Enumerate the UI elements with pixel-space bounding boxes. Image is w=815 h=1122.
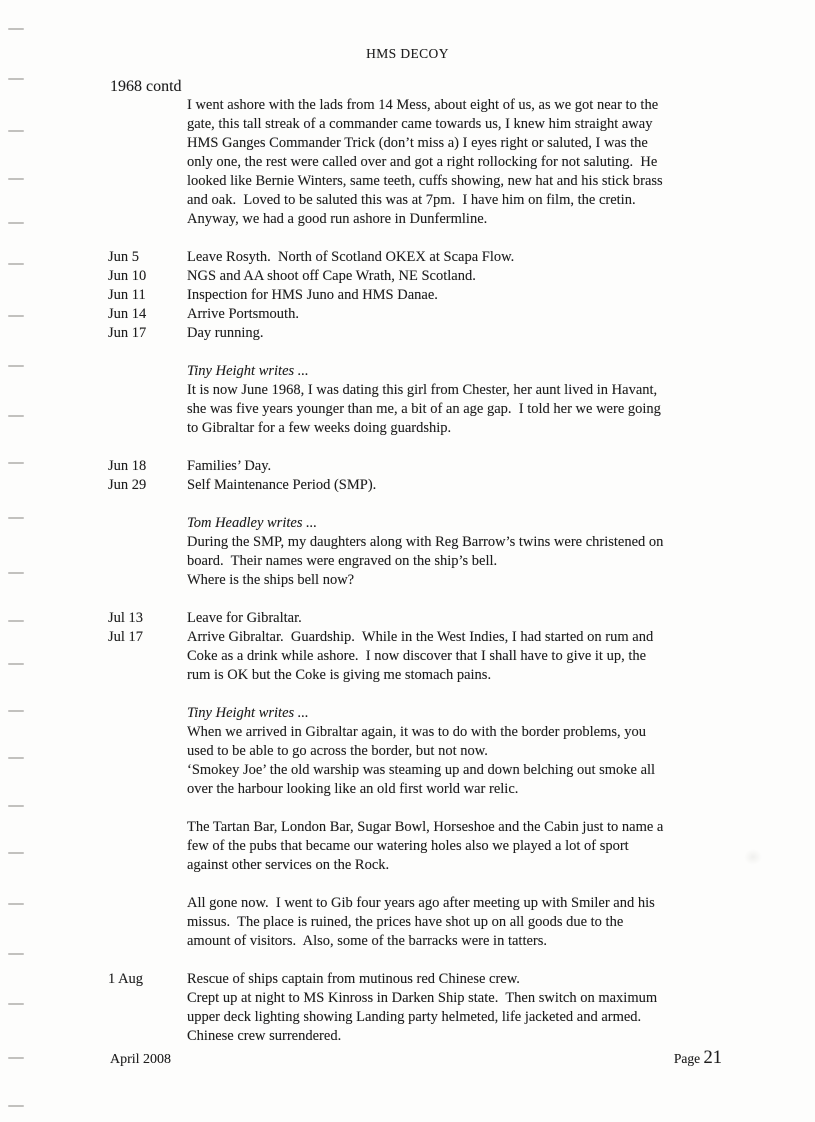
text-line: It is now June 1968, I was dating this girl from Chester, her aunt lived in Havant, [187,382,658,398]
binding-mark [8,805,24,807]
text-line: only one, the rest were called over and got a right rollocking for not saluting. He [187,154,658,170]
journal-entry [110,514,735,590]
text-line: I went ashore with the lads from 14 Mess, about eight of us, as we got near to the [187,97,659,113]
text-line: Arrive Portsmouth. [187,306,299,322]
text-line: upper deck lighting showing Landing party helmeted, life jacketed and armed. [187,1009,642,1025]
text-line: Rescue of ships captain from mutinous red Chinese crew. [187,971,520,987]
binding-mark [8,1003,24,1005]
content-block [110,818,735,875]
binding-mark [8,1105,24,1107]
text-line: looked like Bernie Winters, same teeth, cuffs showing, new hat and his stick brass [187,173,663,189]
text-line: Arrive Gibraltar. Guardship. While in the West Indies, I had started on rum and [187,629,654,645]
binding-mark [8,663,24,665]
text-line: gate, this tall streak of a commander came towards us, I knew him straight away [187,116,653,132]
text-line: Crept up at night to MS Kinross in Darken Ship state. Then switch on maximum [187,990,658,1006]
binding-mark [8,222,24,224]
binding-mark [8,178,24,180]
text-line: and oak. Loved to be saluted this was at 7pm. I have him on film, the cretin. [187,192,636,208]
binding-mark [8,315,24,317]
text-line: HMS Ganges Commander Trick (don’t miss a) I eyes right or saluted, I was the [187,135,648,151]
entry-date: Jun 10 [108,268,147,284]
entry-body [187,628,735,685]
text-line: Leave Rosyth. North of Scotland OKEX at Scapa Flow. [187,249,515,265]
journal-entry [110,894,735,951]
journal-entry [110,305,735,324]
binding-mark [8,757,24,759]
entry-date: Jul 17 [108,629,144,645]
entry-body [187,970,735,1046]
page-header-title: HMS DECOY [366,46,449,61]
footer-date: April 2008 [110,1052,172,1067]
entry-body [187,286,735,305]
binding-mark [8,1057,24,1059]
content-block [110,362,735,438]
entry-body [187,267,735,286]
writer-attribution: Tiny Height writes ... [187,705,309,721]
content-block [110,248,735,343]
text-line: to Gibraltar for a few weeks doing guardship. [187,420,452,436]
text-line: Self Maintenance Period (SMP). [187,477,377,493]
entry-body [187,704,735,799]
text-line: The Tartan Bar, London Bar, Sugar Bowl, Horseshoe and the Cabin just to name a [187,819,664,835]
entry-body [187,476,735,495]
writer-attribution: Tom Headley writes ... [187,515,317,531]
journal-entry [110,248,735,267]
page-content [110,77,735,1046]
text-line: Chinese crew surrendered. [187,1028,342,1044]
entry-date: Jul 13 [108,610,144,626]
journal-entry [110,609,735,628]
binding-mark [8,517,24,519]
content-block [110,894,735,951]
text-line: board. Their names were engraved on the ship’s bell. [187,553,498,569]
text-line: used to be able to go across the border, but not now. [187,743,488,759]
journal-entry [110,628,735,685]
entry-date: Jun 14 [108,306,147,322]
text-line: Day running. [187,325,264,341]
text-line: Coke as a drink while ashore. I now discover that I shall have to give it up, the [187,648,647,664]
text-line: missus. The place is ruined, the prices have shot up on all goods due to the [187,914,624,930]
entry-date: Jun 5 [108,249,140,265]
text-line: rum is OK but the Coke is giving me stomach pains. [187,667,492,683]
entry-body [187,248,735,267]
entry-body [187,96,735,229]
text-line: Leave for Gibraltar. [187,610,302,626]
entry-body [187,305,735,324]
journal-entry [110,286,735,305]
text-line: Families’ Day. [187,458,272,474]
content-block [110,704,735,799]
binding-mark [8,953,24,955]
text-line: Where is the ships bell now? [187,572,355,588]
entry-body [187,609,735,628]
journal-entry [110,267,735,286]
binding-mark [8,365,24,367]
text-line: ‘Smokey Joe’ the old warship was steaming up and down belching out smoke all [187,762,656,778]
text-line: Inspection for HMS Juno and HMS Danae. [187,287,438,303]
journal-entry [110,362,735,438]
binding-mark [8,263,24,265]
content-blocks [110,96,735,1046]
footer-page-number: 21 [703,1048,722,1068]
binding-mark [8,572,24,574]
scan-smudge-artifact [744,849,762,865]
entry-body [187,818,735,875]
entry-date: Jun 18 [108,458,147,474]
journal-entry [110,96,735,229]
text-line: over the harbour looking like an old first world war relic. [187,781,519,797]
binding-mark [8,130,24,132]
entry-body [187,457,735,476]
content-block [110,457,735,495]
writer-attribution: Tiny Height writes ... [187,363,309,379]
text-line: All gone now. I went to Gib four years ago after meeting up with Smiler and his [187,895,655,911]
entry-date: Jun 29 [108,477,147,493]
content-block [110,609,735,685]
journal-entry [110,970,735,1046]
text-line: few of the pubs that became our watering holes also we played a lot of sport [187,838,629,854]
binding-mark [8,903,24,905]
binding-mark [8,78,24,80]
entry-body [187,362,735,438]
text-line: NGS and AA shoot off Cape Wrath, NE Scotland. [187,268,476,284]
binding-mark [8,28,24,30]
binding-mark [8,620,24,622]
content-block [110,970,735,1046]
journal-entry [110,324,735,343]
binding-mark [8,852,24,854]
content-block [110,514,735,590]
entry-body [187,324,735,343]
content-block [110,96,735,229]
binding-mark [8,415,24,417]
entry-body [187,894,735,951]
text-line: she was five years younger than me, a bit of an age gap. I told her we were going [187,401,661,417]
journal-entry [110,476,735,495]
journal-entry [110,457,735,476]
text-line: Anyway, we had a good run ashore in Dunfermline. [187,211,488,227]
text-line: amount of visitors. Also, some of the barracks were in tatters. [187,933,548,949]
entry-date: 1 Aug [108,971,144,987]
text-line: During the SMP, my daughters along with Reg Barrow’s twins were christened on [187,534,664,550]
text-line: against other services on the Rock. [187,857,390,873]
binding-mark [8,710,24,712]
entry-date: Jun 11 [108,287,146,303]
year-heading: 1968 contd [110,78,182,95]
journal-entry [110,818,735,875]
text-line: When we arrived in Gibraltar again, it was to do with the border problems, you [187,724,647,740]
footer-page [674,1048,722,1069]
footer-page-label: Page [673,1051,704,1066]
entry-body [187,514,735,590]
entry-date: Jun 17 [108,325,147,341]
journal-entry [110,704,735,799]
binding-mark [8,462,24,464]
